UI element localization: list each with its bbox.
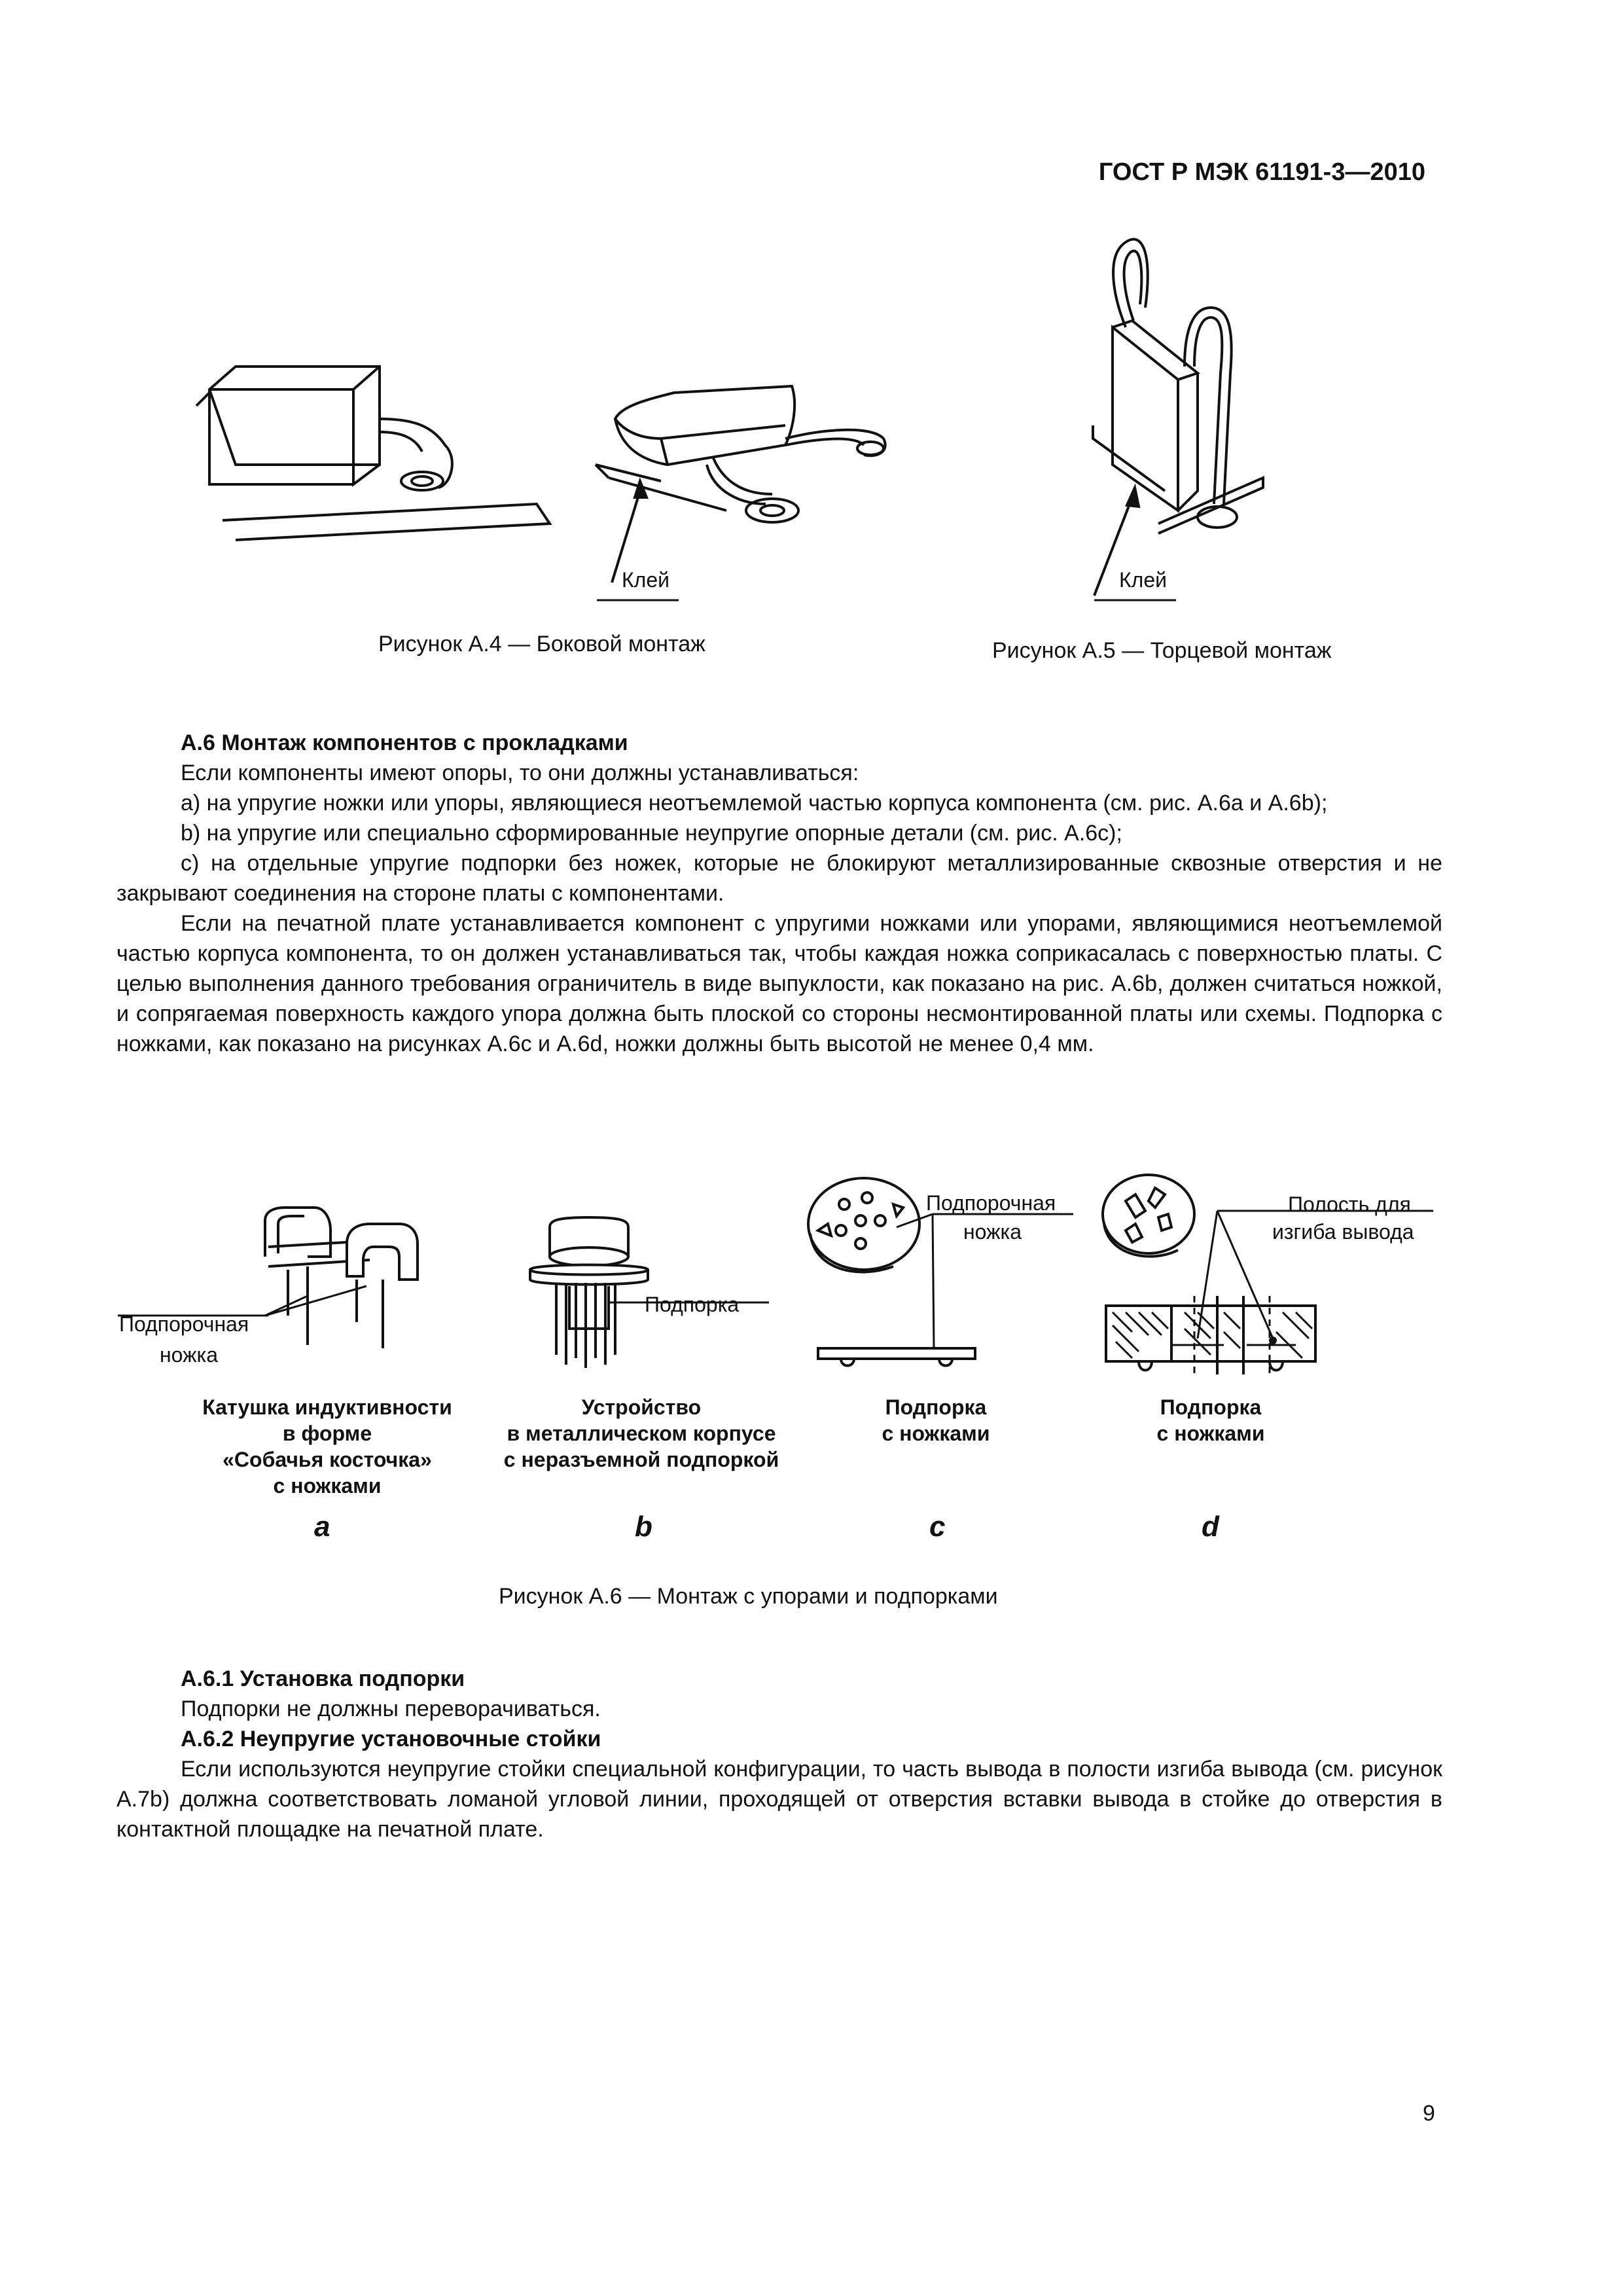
desc-c-line-2: с ножками (882, 1422, 990, 1445)
subfigure-letter-c: c (929, 1511, 946, 1543)
figure-a4-left-drawing (196, 353, 563, 543)
figure-a6d-description (1086, 1394, 1335, 1446)
figure-a6b-description (484, 1394, 798, 1473)
figure-a6-caption: Рисунок А.6 — Монтаж с упорами и подпорками (499, 1584, 998, 1609)
label-support-b: Подпорка (645, 1293, 740, 1316)
figure-a6b-drawing (524, 1217, 654, 1368)
section-a6-item-a: a) на упругие ножки или упоры, являющиеся неотъемлемой частью корпуса компонента (см. рис. А.6а и А.6b); (181, 791, 1328, 816)
desc-d-line-1: Подпорка (1160, 1395, 1262, 1419)
desc-a-line-4: с ножками (273, 1474, 382, 1498)
desc-b-line-1: Устройство (581, 1395, 702, 1419)
page-number: 9 (1423, 2101, 1435, 2126)
label-cavity-d-2: изгиба вывода (1272, 1220, 1414, 1244)
desc-a-line-2: в форме (282, 1422, 372, 1445)
figure-a6a-description (170, 1394, 484, 1499)
desc-a-line-1: Катушка индуктивности (202, 1395, 452, 1419)
figure-a6c-description (812, 1394, 1060, 1446)
glue-label-a5: Клей (1119, 568, 1167, 592)
subfigure-letter-a: a (314, 1511, 330, 1543)
desc-a-line-3: «Собачья косточка» (223, 1448, 432, 1471)
section-a62-text: Если используются неупругие стойки специальной конфигурации, то часть вывода в полости изгиба вывода (см. рисунок А.7b) должна соответствовать ломаной угловой линии, проходящей от отверстия вставки вывода в стойке до отверстия в контактной площадке на печатной плате. (116, 1757, 1442, 1842)
section-a6-item-b: b) на упругие или специально сформированные неупругие опорные детали (см. рис. А.6с); (181, 821, 1122, 846)
desc-b-line-2: в металлическом корпусе (507, 1422, 776, 1445)
figure-a4-right-drawing (596, 367, 962, 563)
section-a6-intro: Если компоненты имеют опоры, то они должны устанавливаться: (181, 761, 859, 785)
label-support-leg-c-2: ножка (963, 1220, 1022, 1244)
section-a6-paragraph: Если на печатной плате устанавливается компонент с упругими ножками или упорами, являющимися неотъемлемой частью корпуса компонента, то он должен устанавливаться так, чтобы каждая ножка соприкасалась с поверхностью платы. С целью выполнения данного требования ограничитель в виде выпуклости, как показано на рис. А.6b, должен считаться ножкой, и сопрягаемая поверхность каждого упора должна быть плоской со стороны несмонтированной платы или схемы. Подпорка с ножками, как показано на рисунках А.6с и А.6d, ножки должны быть высотой не менее 0,4 мм. (116, 911, 1442, 1056)
desc-b-line-3: с неразъемной подпоркой (503, 1448, 779, 1471)
section-a61-text: Подпорки не должны переворачиваться. (181, 1696, 601, 1721)
label-support-leg-c-1: Подпорочная (926, 1191, 1056, 1215)
label-cavity-d-1: Полость для (1288, 1193, 1411, 1216)
label-support-leg-a-1: Подпорочная (119, 1312, 249, 1336)
figure-a5-caption: Рисунок А.5 — Торцевой монтаж (992, 638, 1332, 663)
subfigure-letter-b: b (635, 1511, 652, 1543)
figure-a5-drawing (1080, 229, 1296, 609)
section-a6-item-c: с) на отдельные упругие подпорки без ножек, которые не блокируют металлизированные сквозные отверстия и не закрывают соединения на стороне платы с компонентами. (116, 851, 1442, 906)
sections-a61-a62 (116, 1664, 1442, 1844)
section-a61-heading: А.6.1 Установка подпорки (181, 1666, 465, 1691)
section-a6 (116, 728, 1442, 1059)
label-support-leg-a-2: ножка (160, 1343, 219, 1367)
desc-c-line-1: Подпорка (885, 1395, 987, 1419)
document-header: ГОСТ Р МЭК 61191-3—2010 (1098, 158, 1425, 186)
section-a6-heading: А.6 Монтаж компонентов с прокладками (181, 730, 628, 755)
subfigure-letter-d: d (1202, 1511, 1219, 1543)
glue-label-a4: Клей (622, 568, 669, 592)
section-a62-heading: А.6.2 Неупругие установочные стойки (181, 1727, 601, 1751)
desc-d-line-2: с ножками (1156, 1422, 1265, 1445)
figure-a4-caption: Рисунок А.4 — Боковой монтаж (378, 632, 705, 656)
